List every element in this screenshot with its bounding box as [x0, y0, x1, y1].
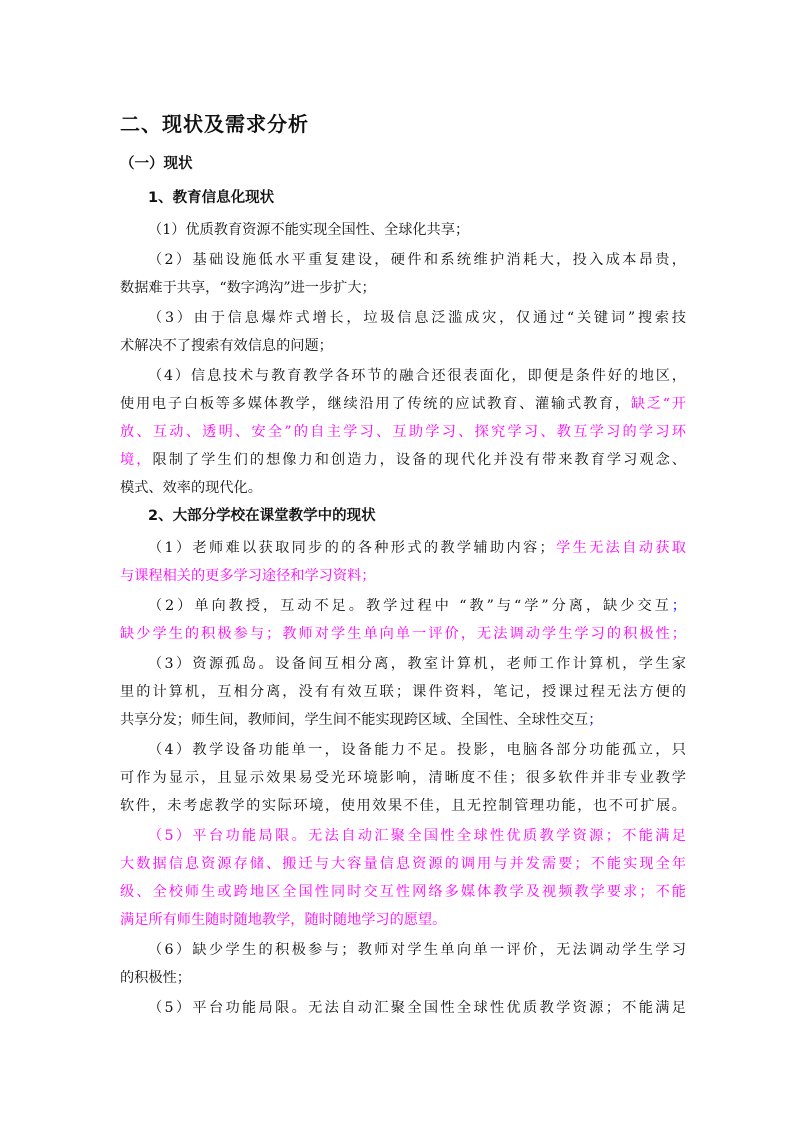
- text-blue-semicolon: ；: [588, 712, 603, 728]
- paragraph-line-highlight: （5）平台功能局限。无法自动汇聚全国性全球性优质教学资源；不能满足: [148, 828, 686, 844]
- section-title: 二、现状及需求分析: [120, 112, 309, 136]
- subsection-title: （一）现状: [120, 156, 193, 172]
- paragraph-line: （6）缺少学生的积极参与；教师对学生单向单一评价，无法调动学生学习: [148, 942, 686, 958]
- text-normal: （1）老师难以获取同步的的各种形式的教学辅助内容；: [148, 540, 554, 556]
- text-highlight: 学生无法自动获取: [553, 540, 686, 556]
- paragraph-line: [120, 450, 686, 470]
- paragraph-line-highlight: 放、互动、透明、安全”的自主学习、互助学习、探究学习、教互学习的学习环: [120, 424, 686, 440]
- paragraph-line: 里的计算机，互相分离，没有有效互联；课件资料，笔记，授课过程无法方便的: [120, 684, 686, 700]
- paragraph-line: （3）由于信息爆炸式增长，垃圾信息泛滥成灾，仅通过“关键词”搜索技: [148, 310, 686, 326]
- text-highlight: 缺乏“开: [630, 396, 686, 412]
- paragraph-line-highlight: 级、全校师生或跨地区全国性同时交互性网络多媒体教学及视频教学要求；不能: [120, 884, 686, 900]
- paragraph-line-highlight: 大数据信息资源存储、搬迁与大容量信息资源的调用与并发需要；不能实现全年: [120, 856, 686, 872]
- paragraph-line: [148, 596, 686, 616]
- part2-title: 2、大部分学校在课堂教学中的现状: [148, 508, 376, 524]
- paragraph-line: 可作为显示，且显示效果易受光环境影响，清晰度不佳；很多软件并非专业教学: [120, 770, 686, 786]
- paragraph-line: 的积极性；: [120, 970, 191, 986]
- text-normal: 使用电子白板等多媒体教学，继续沿用了传统的应试教育、灌输式教育，: [120, 396, 631, 412]
- paragraph-line-highlight: 缺少学生的积极参与；教师对学生单向单一评价，无法调动学生学习的积极性；: [120, 626, 686, 642]
- paragraph-line: （4）信息技术与教育教学各环节的融合还很表面化，即便是条件好的地区，: [148, 368, 686, 384]
- text-normal: （2）单向教授，互动不足。教学过程中 “教”与“学”分离，缺少交互: [148, 598, 672, 614]
- part1-title: 1、教育信息化现状: [148, 190, 275, 206]
- paragraph-line: 术解决不了搜索有效信息的问题；: [120, 338, 333, 354]
- paragraph-line: 数据难于共享，“数字鸿沟”进一步扩大；: [120, 280, 376, 296]
- paragraph-line-highlight: 满足所有师生随时随地教学，随时随地学习的愿望。: [120, 912, 447, 928]
- paragraph-line: 模式、效率的现代化。: [120, 480, 262, 496]
- paragraph-line: （5）平台功能局限。无法自动汇聚全国性全球性优质教学资源；不能满足: [148, 1000, 686, 1016]
- paragraph-line-highlight: 与课程相关的更多学习途径和学习资料；: [120, 568, 376, 584]
- paragraph-line: [120, 394, 686, 414]
- paragraph-line: （4）教学设备功能单一，设备能力不足。投影，电脑各部分功能孤立，只: [148, 742, 686, 758]
- paragraph-line: （3）资源孤岛。设备间互相分离，教室计算机，老师工作计算机，学生家: [148, 656, 686, 672]
- paragraph-line: [148, 538, 686, 558]
- text-blue-semicolon: ；: [671, 598, 686, 614]
- paragraph-line: [120, 710, 686, 730]
- paragraph-line: 软件，未考虑教学的实际环境，使用效果不佳，且无控制管理功能，也不可扩展。: [120, 798, 686, 814]
- text-highlight: 境，: [120, 452, 153, 468]
- paragraph-line: （1）优质教育资源不能实现全国性、全球化共享；: [148, 222, 470, 238]
- paragraph-line: （2）基础设施低水平重复建设，硬件和系统维护消耗大，投入成本昂贵，: [148, 252, 686, 268]
- text-normal: 共享分发；师生间，教师间，学生间不能实现跨区域、全国性、全球性交互: [120, 712, 589, 728]
- text-normal: 限制了学生们的想像力和创造力，设备的现代化并没有带来教育学习观念、: [152, 452, 686, 468]
